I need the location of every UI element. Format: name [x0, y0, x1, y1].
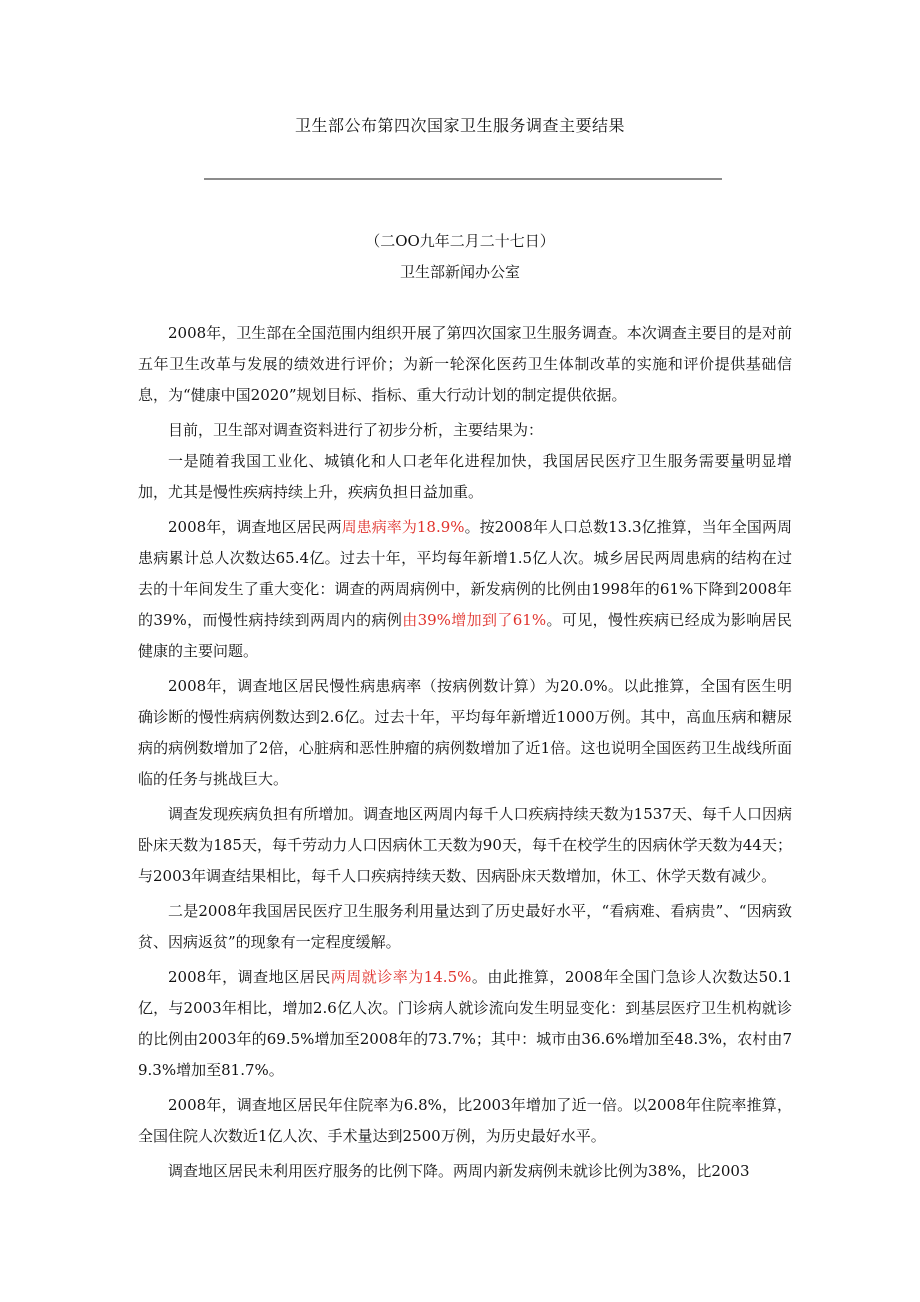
paragraph: 2008年，卫生部在全国范围内组织开展了第四次国家卫生服务调查。本次调查主要目的是对前五年卫生改革与发展的绩效进行评价；为新一轮深化医药卫生体制改革的实施和评价提供基础信息，为“健康中国2020”规划目标、指标、重大行动计划的制定提供依据。	[138, 324, 792, 404]
paragraph-text: 。可见，慢性疾病已经成为影响居民健康的主要问题。	[138, 611, 792, 660]
paragraph: 目前，卫生部对调查资料进行了初步分析，主要结果为：	[168, 421, 544, 439]
paragraph-text: 2008年，调查地区居民	[168, 968, 331, 986]
paragraph-text: 。按2008年人口总数13.3亿推算，当年全国两周患病累计总人次数达65.4亿。过去十年，平均每年新增1.5亿人次。城乡居民两周患病的结构在过去的十年间发生了重大变化：调查的两周病例中，新发病例的比例由1998年的61%下降到2008年的39%，而慢性病持续到两周内的病例	[138, 518, 792, 629]
paragraph	[138, 512, 792, 667]
paragraph	[138, 962, 792, 1086]
highlighted-stat: 两周就诊率为14.5%	[330, 968, 472, 986]
title-divider	[204, 178, 722, 180]
paragraph: 调查发现疾病负担有所增加。调查地区两周内每千人口疾病持续天数为1537天、每千人口因病卧床天数为185天，每千劳动力人口因病休工天数为90天，每千在校学生的因病休学天数为44天；与2003年调查结果相比，每千人口疾病持续天数、因病卧床天数增加，休工、休学天数有减少。	[138, 805, 792, 885]
document-body	[138, 318, 792, 1187]
issuing-office: 卫生部新闻办公室	[399, 263, 520, 281]
paragraph: 调查地区居民未利用医疗服务的比例下降。两周内新发病例未就诊比例为38%，比2003	[168, 1162, 750, 1180]
highlighted-stat: 周患病率为18.9%	[341, 518, 465, 536]
highlighted-stat: 由39%增加到了61%	[402, 611, 547, 629]
paragraph: 2008年，调查地区居民年住院率为6.8%，比2003年增加了近一倍。以2008年住院率推算，全国住院人次数近1亿人次、手术量达到2500万例，为历史最好水平。	[138, 1096, 792, 1145]
paragraph: 2008年，调查地区居民慢性病患病率（按病例数计算）为20.0%。以此推算，全国有医生明确诊断的慢性病病例数达到2.6亿。过去十年，平均每年新增近1000万例。其中，高血压病和糖尿病的病例数增加了2倍，心脏病和恶性肿瘤的病例数增加了近1倍。这也说明全国医药卫生战线所面临的任务与挑战巨大。	[138, 677, 792, 788]
paragraph: 一是随着我国工业化、城镇化和人口老年化进程加快，我国居民医疗卫生服务需要量明显增加，尤其是慢性疾病持续上升，疾病负担日益加重。	[138, 452, 792, 501]
paragraph: 二是2008年我国居民医疗卫生服务利用量达到了历史最好水平，“看病难、看病贵”、“因病致贫、因病返贫”的现象有一定程度缓解。	[138, 902, 792, 951]
document-title: 卫生部公布第四次国家卫生服务调查主要结果	[294, 116, 625, 135]
paragraph-text: 2008年，调查地区居民两	[168, 518, 342, 536]
release-date: （二OO九年二月二十七日）	[365, 232, 555, 250]
paragraph-text: 。由此推算，2008年全国门急诊人次数达50.1亿，与2003年相比，增加2.6亿人次。门诊病人就诊流向发生明显变化：到基层医疗卫生机构就诊的比例由2003年的69.5%增加至2008年的73.7%；其中：城市由36.6%增加至48.3%，农村由79.3%增加至81.7%。	[138, 968, 792, 1079]
